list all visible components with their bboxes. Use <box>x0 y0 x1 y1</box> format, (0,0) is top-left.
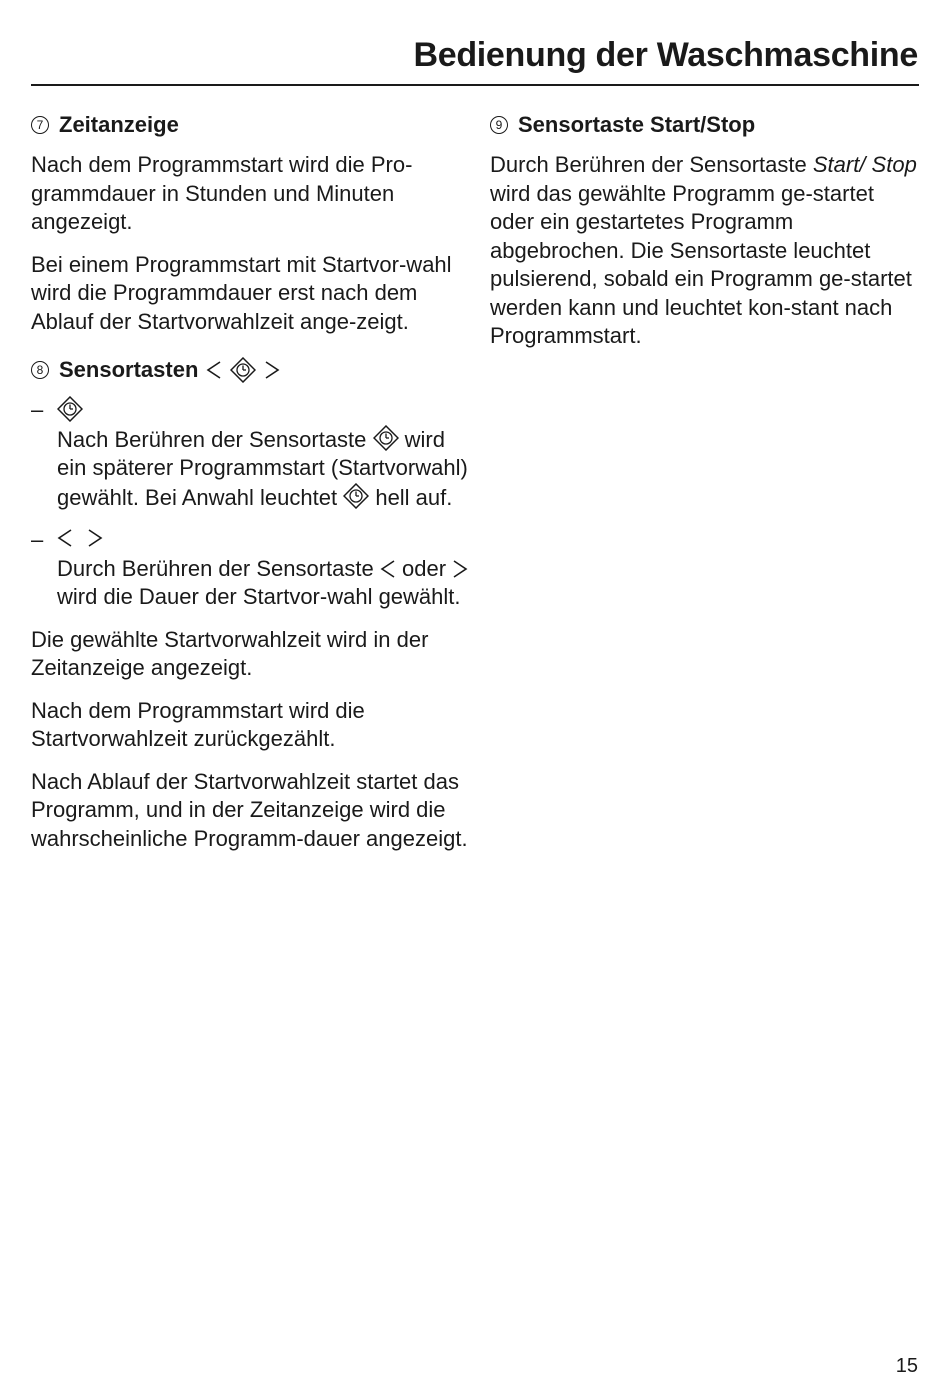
item-1-text-c: hell auf. <box>375 484 453 510</box>
section-number-badge: 8 <box>31 361 49 379</box>
chevron-left-icon <box>380 558 396 580</box>
section-7-heading <box>31 111 471 139</box>
chevron-right-icon <box>452 558 468 580</box>
list-item-symbol <box>57 526 471 555</box>
chevron-left-icon <box>57 527 73 549</box>
timer-diamond-icon <box>373 425 399 451</box>
timer-diamond-icon <box>230 357 256 383</box>
timer-diamond-icon <box>57 396 83 422</box>
section-8-paragraph-3: Nach Ablauf der Startvorwahlzeit startet das Programm, und in der Zeitanzeige wird die wahrscheinliche Programm-dauer angezeigt. <box>31 768 468 851</box>
item-1-text-a: Nach Berühren der Sensortaste <box>57 426 367 452</box>
section-number-badge: 9 <box>490 116 508 134</box>
section-8-paragraph-2: Nach dem Programmstart wird die Startvorwahlzeit zurückgezählt. <box>31 697 365 751</box>
section-9-text-post: wird das gewählte Programm ge-startet oder ein gestartetes Programm abgebrochen. Die Sensortaste leuchtet pulsierend, sobald ein Programm ge-startet werden kann und leuchtet kon-stant nach Programmstart. <box>490 180 912 348</box>
section-8-title: Sensortasten <box>59 357 199 382</box>
section-7-paragraph-1: Nach dem Programmstart wird die Pro-grammdauer in Stunden und Minuten angezeigt. <box>31 152 413 234</box>
section-9-paragraph <box>490 151 920 351</box>
item-2-text-b: oder <box>401 555 447 581</box>
section-9-title: Sensortaste Start/Stop <box>518 112 756 137</box>
item-2-text-c: wird die Dauer der Startvor-wahl gewählt. <box>57 584 461 609</box>
timer-diamond-icon <box>343 483 369 509</box>
header-divider <box>31 84 919 86</box>
page-number: 15 <box>895 1355 918 1377</box>
section-9-text-italic: Start/ Stop <box>812 152 917 177</box>
section-8-heading <box>31 356 471 384</box>
section-7-paragraph-2: Bei einem Programmstart mit Startvor-wahl wird die Programmdauer erst nach dem Ablauf der Startvorwahlzeit ange-zeigt. <box>31 251 452 334</box>
list-item-symbol <box>57 396 471 425</box>
item-2-text-a: Durch Berühren der Sensortaste <box>57 555 374 581</box>
list-item <box>31 396 471 512</box>
left-column <box>31 111 471 867</box>
list-dash: – <box>31 397 44 422</box>
section-number-badge: 7 <box>31 116 49 134</box>
chevron-left-icon <box>206 359 222 381</box>
chevron-right-icon <box>264 359 280 381</box>
list-dash: – <box>31 527 44 552</box>
page-title: Bedienung der Waschmaschine <box>413 36 918 74</box>
item-1-text-b: wird ein späterer Programmstart (Startvorwahl) gewählt. Bei Anwahl leuchtet <box>57 426 468 510</box>
section-9-heading <box>490 111 920 139</box>
right-column <box>490 111 920 365</box>
section-8-paragraph-1: Die gewählte Startvorwahlzeit wird in der Zeitanzeige angezeigt. <box>31 626 429 680</box>
section-9-text-pre: Durch Berühren der Sensortaste <box>490 152 807 177</box>
list-item <box>31 526 471 612</box>
chevron-right-icon <box>87 527 103 549</box>
section-7-title: Zeitanzeige <box>59 112 179 137</box>
